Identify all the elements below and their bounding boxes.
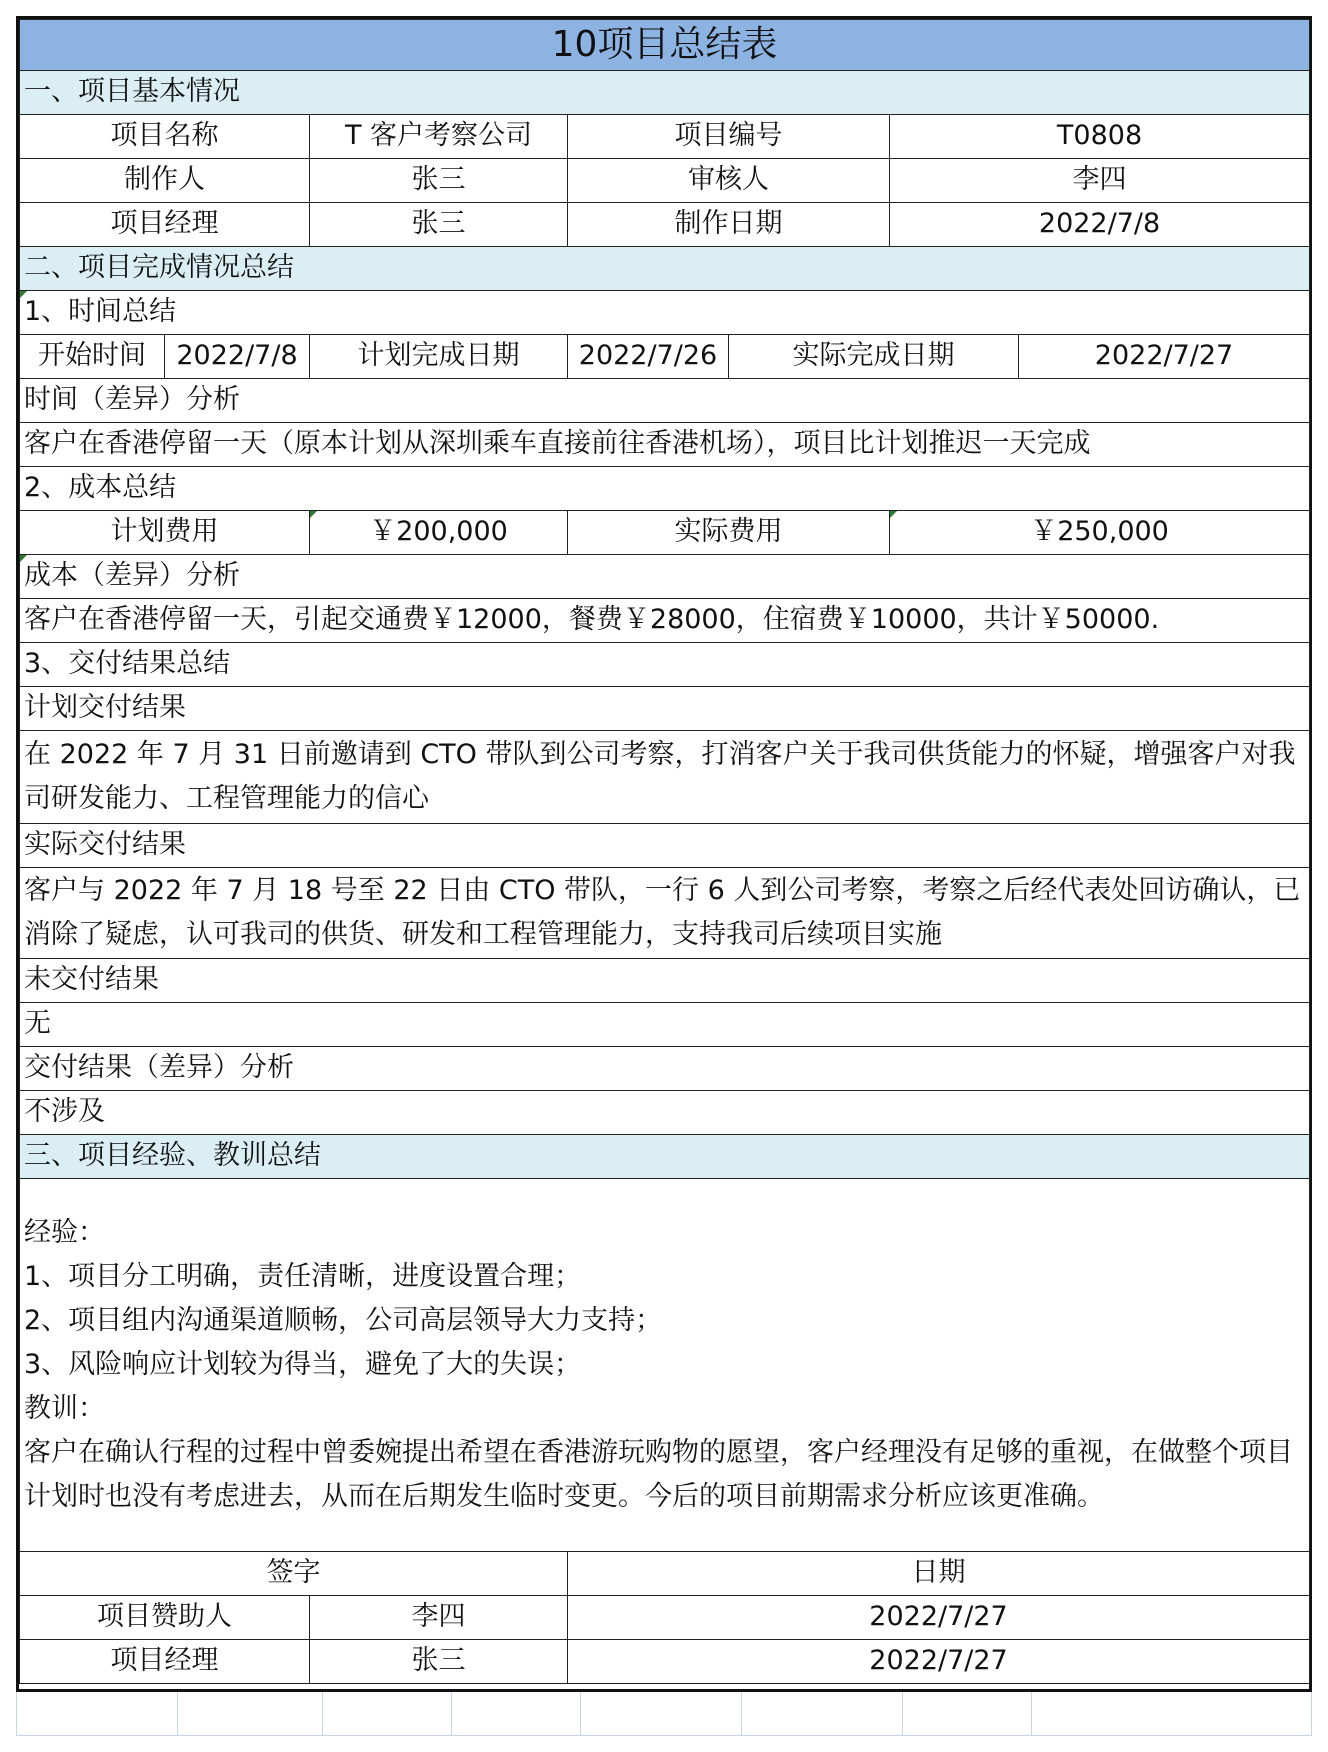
cell-sponsor-date[interactable]: 2022/7/27: [568, 1596, 1310, 1640]
lessons-line: 3、风险响应计划较为得当，避免了大的失误；: [24, 1349, 582, 1380]
cell-actual-finish-label[interactable]: 实际完成日期: [729, 335, 1019, 379]
section1-heading[interactable]: 一、项目基本情况: [20, 71, 1310, 115]
cell-actual-cost-label[interactable]: 实际费用: [568, 511, 890, 555]
grid-line: [580, 1692, 581, 1736]
table-row: [20, 555, 1310, 599]
table-row: [20, 824, 1310, 868]
cell-manager-date[interactable]: 2022/7/27: [568, 1640, 1310, 1684]
delivery-analysis-text[interactable]: 不涉及: [20, 1091, 1310, 1135]
grid-line: [902, 1692, 903, 1736]
table-row: [20, 1003, 1310, 1047]
sheet-title[interactable]: 10项目总结表: [20, 20, 1310, 71]
cell-start-label[interactable]: 开始时间: [20, 335, 165, 379]
summary-table: [19, 19, 1310, 1684]
grid-line: [16, 1692, 17, 1736]
cell-created-date[interactable]: 2022/7/8: [890, 203, 1310, 247]
grid-line: [741, 1692, 742, 1736]
time-summary-heading[interactable]: 1、时间总结: [20, 291, 1310, 335]
lessons-learned-cell[interactable]: [20, 1179, 1310, 1552]
section2-heading[interactable]: 二、项目完成情况总结: [20, 247, 1310, 291]
table-row: [20, 511, 1310, 555]
cost-analysis-label[interactable]: 成本（差异）分析: [20, 555, 1310, 599]
table-row: [20, 1640, 1310, 1684]
date-header[interactable]: 日期: [568, 1552, 1310, 1596]
section-header-row: [20, 71, 1310, 115]
cell-author-label[interactable]: 制作人: [20, 159, 310, 203]
time-analysis-text[interactable]: 客户在香港停留一天（原本计划从深圳乘车直接前往香港机场），项目比计划推迟一天完成: [20, 423, 1310, 467]
table-row: [20, 868, 1310, 959]
section-header-row: [20, 247, 1310, 291]
cell-reviewer-label[interactable]: 审核人: [568, 159, 890, 203]
table-row: [20, 1179, 1310, 1552]
cell-planned-finish-label[interactable]: 计划完成日期: [310, 335, 568, 379]
table-row: [20, 1596, 1310, 1640]
undelivered-label[interactable]: 未交付结果: [20, 959, 1310, 1003]
table-row: [20, 1091, 1310, 1135]
grid-line: [1311, 1692, 1312, 1736]
section3-heading[interactable]: 三、项目经验、教训总结: [20, 1135, 1310, 1179]
cell-reviewer[interactable]: 李四: [890, 159, 1310, 203]
lessons-line: 1、项目分工明确，责任清晰，进度设置合理；: [24, 1261, 582, 1292]
table-row: [20, 379, 1310, 423]
cost-analysis-text[interactable]: 客户在香港停留一天，引起交通费￥12000，餐费￥28000，住宿费￥10000，共计￥50000.: [20, 599, 1310, 643]
cell-project-number-label[interactable]: 项目编号: [568, 115, 890, 159]
cell-actual-cost[interactable]: ￥250,000: [890, 511, 1310, 555]
cell-manager-label[interactable]: 项目经理: [20, 1640, 310, 1684]
grid-line: [1031, 1692, 1032, 1736]
cell-planned-cost-label[interactable]: 计划费用: [20, 511, 310, 555]
cell-author[interactable]: 张三: [310, 159, 568, 203]
grid-line: [322, 1692, 323, 1736]
project-summary-sheet: [16, 16, 1312, 1692]
table-row: [20, 467, 1310, 511]
cell-pm-label[interactable]: 项目经理: [20, 203, 310, 247]
cell-sponsor-label[interactable]: 项目赞助人: [20, 1596, 310, 1640]
table-row: [20, 687, 1310, 731]
actual-delivery-label[interactable]: 实际交付结果: [20, 824, 1310, 868]
planned-delivery-text[interactable]: 在 2022 年 7 月 31 日前邀请到 CTO 带队到公司考察，打消客户关于我司供货能力的怀疑，增强客户对我司研发能力、工程管理能力的信心: [20, 731, 1310, 824]
cell-actual-finish[interactable]: 2022/7/27: [1019, 335, 1310, 379]
title-row: [20, 20, 1310, 71]
table-row: [20, 959, 1310, 1003]
actual-delivery-text[interactable]: 客户与 2022 年 7 月 18 号至 22 日由 CTO 带队，一行 6 人到公司考察，考察之后经代表处回访确认，已消除了疑虑，认可我司的供货、研发和工程管理能力，支持我司后续项目实施: [20, 868, 1310, 959]
lessons-line: 2、项目组内沟通渠道顺畅，公司高层领导大力支持；: [24, 1305, 663, 1336]
cell-planned-cost[interactable]: ￥200,000: [310, 511, 568, 555]
table-row: [20, 731, 1310, 824]
lessons-line: 教训：: [24, 1393, 105, 1424]
lessons-line: 经验：: [24, 1217, 105, 1248]
cell-sponsor-name[interactable]: 李四: [310, 1596, 568, 1640]
table-row: [20, 115, 1310, 159]
time-analysis-label[interactable]: 时间（差异）分析: [20, 379, 1310, 423]
cell-created-date-label[interactable]: 制作日期: [568, 203, 890, 247]
grid-line: [177, 1692, 178, 1736]
table-row: [20, 203, 1310, 247]
table-row: [20, 291, 1310, 335]
sign-header[interactable]: 签字: [20, 1552, 568, 1596]
table-row: [20, 423, 1310, 467]
delivery-summary-heading[interactable]: 3、交付结果总结: [20, 643, 1310, 687]
cell-pm[interactable]: 张三: [310, 203, 568, 247]
delivery-analysis-label[interactable]: 交付结果（差异）分析: [20, 1047, 1310, 1091]
section-header-row: [20, 1135, 1310, 1179]
grid-line: [451, 1692, 452, 1736]
cell-project-number[interactable]: T0808: [890, 115, 1310, 159]
cost-summary-heading[interactable]: 2、成本总结: [20, 467, 1310, 511]
table-row: [20, 643, 1310, 687]
empty-grid-row: [16, 1692, 1312, 1736]
cell-manager-name[interactable]: 张三: [310, 1640, 568, 1684]
cell-start-date[interactable]: 2022/7/8: [165, 335, 310, 379]
cell-project-name-label[interactable]: 项目名称: [20, 115, 310, 159]
table-row: [20, 1047, 1310, 1091]
planned-delivery-label[interactable]: 计划交付结果: [20, 687, 1310, 731]
lessons-line: 客户在确认行程的过程中曾委婉提出希望在香港游玩购物的愿望，客户经理没有足够的重视，在做整个项目计划时也没有考虑进去，从而在后期发生临时变更。今后的项目前期需求分析应该更准确。: [24, 1437, 1293, 1512]
table-row: [20, 599, 1310, 643]
table-row: [20, 335, 1310, 379]
cell-project-name[interactable]: T 客户考察公司: [310, 115, 568, 159]
table-row: [20, 159, 1310, 203]
cell-planned-finish[interactable]: 2022/7/26: [568, 335, 729, 379]
undelivered-text[interactable]: 无: [20, 1003, 1310, 1047]
signoff-header-row: [20, 1552, 1310, 1596]
